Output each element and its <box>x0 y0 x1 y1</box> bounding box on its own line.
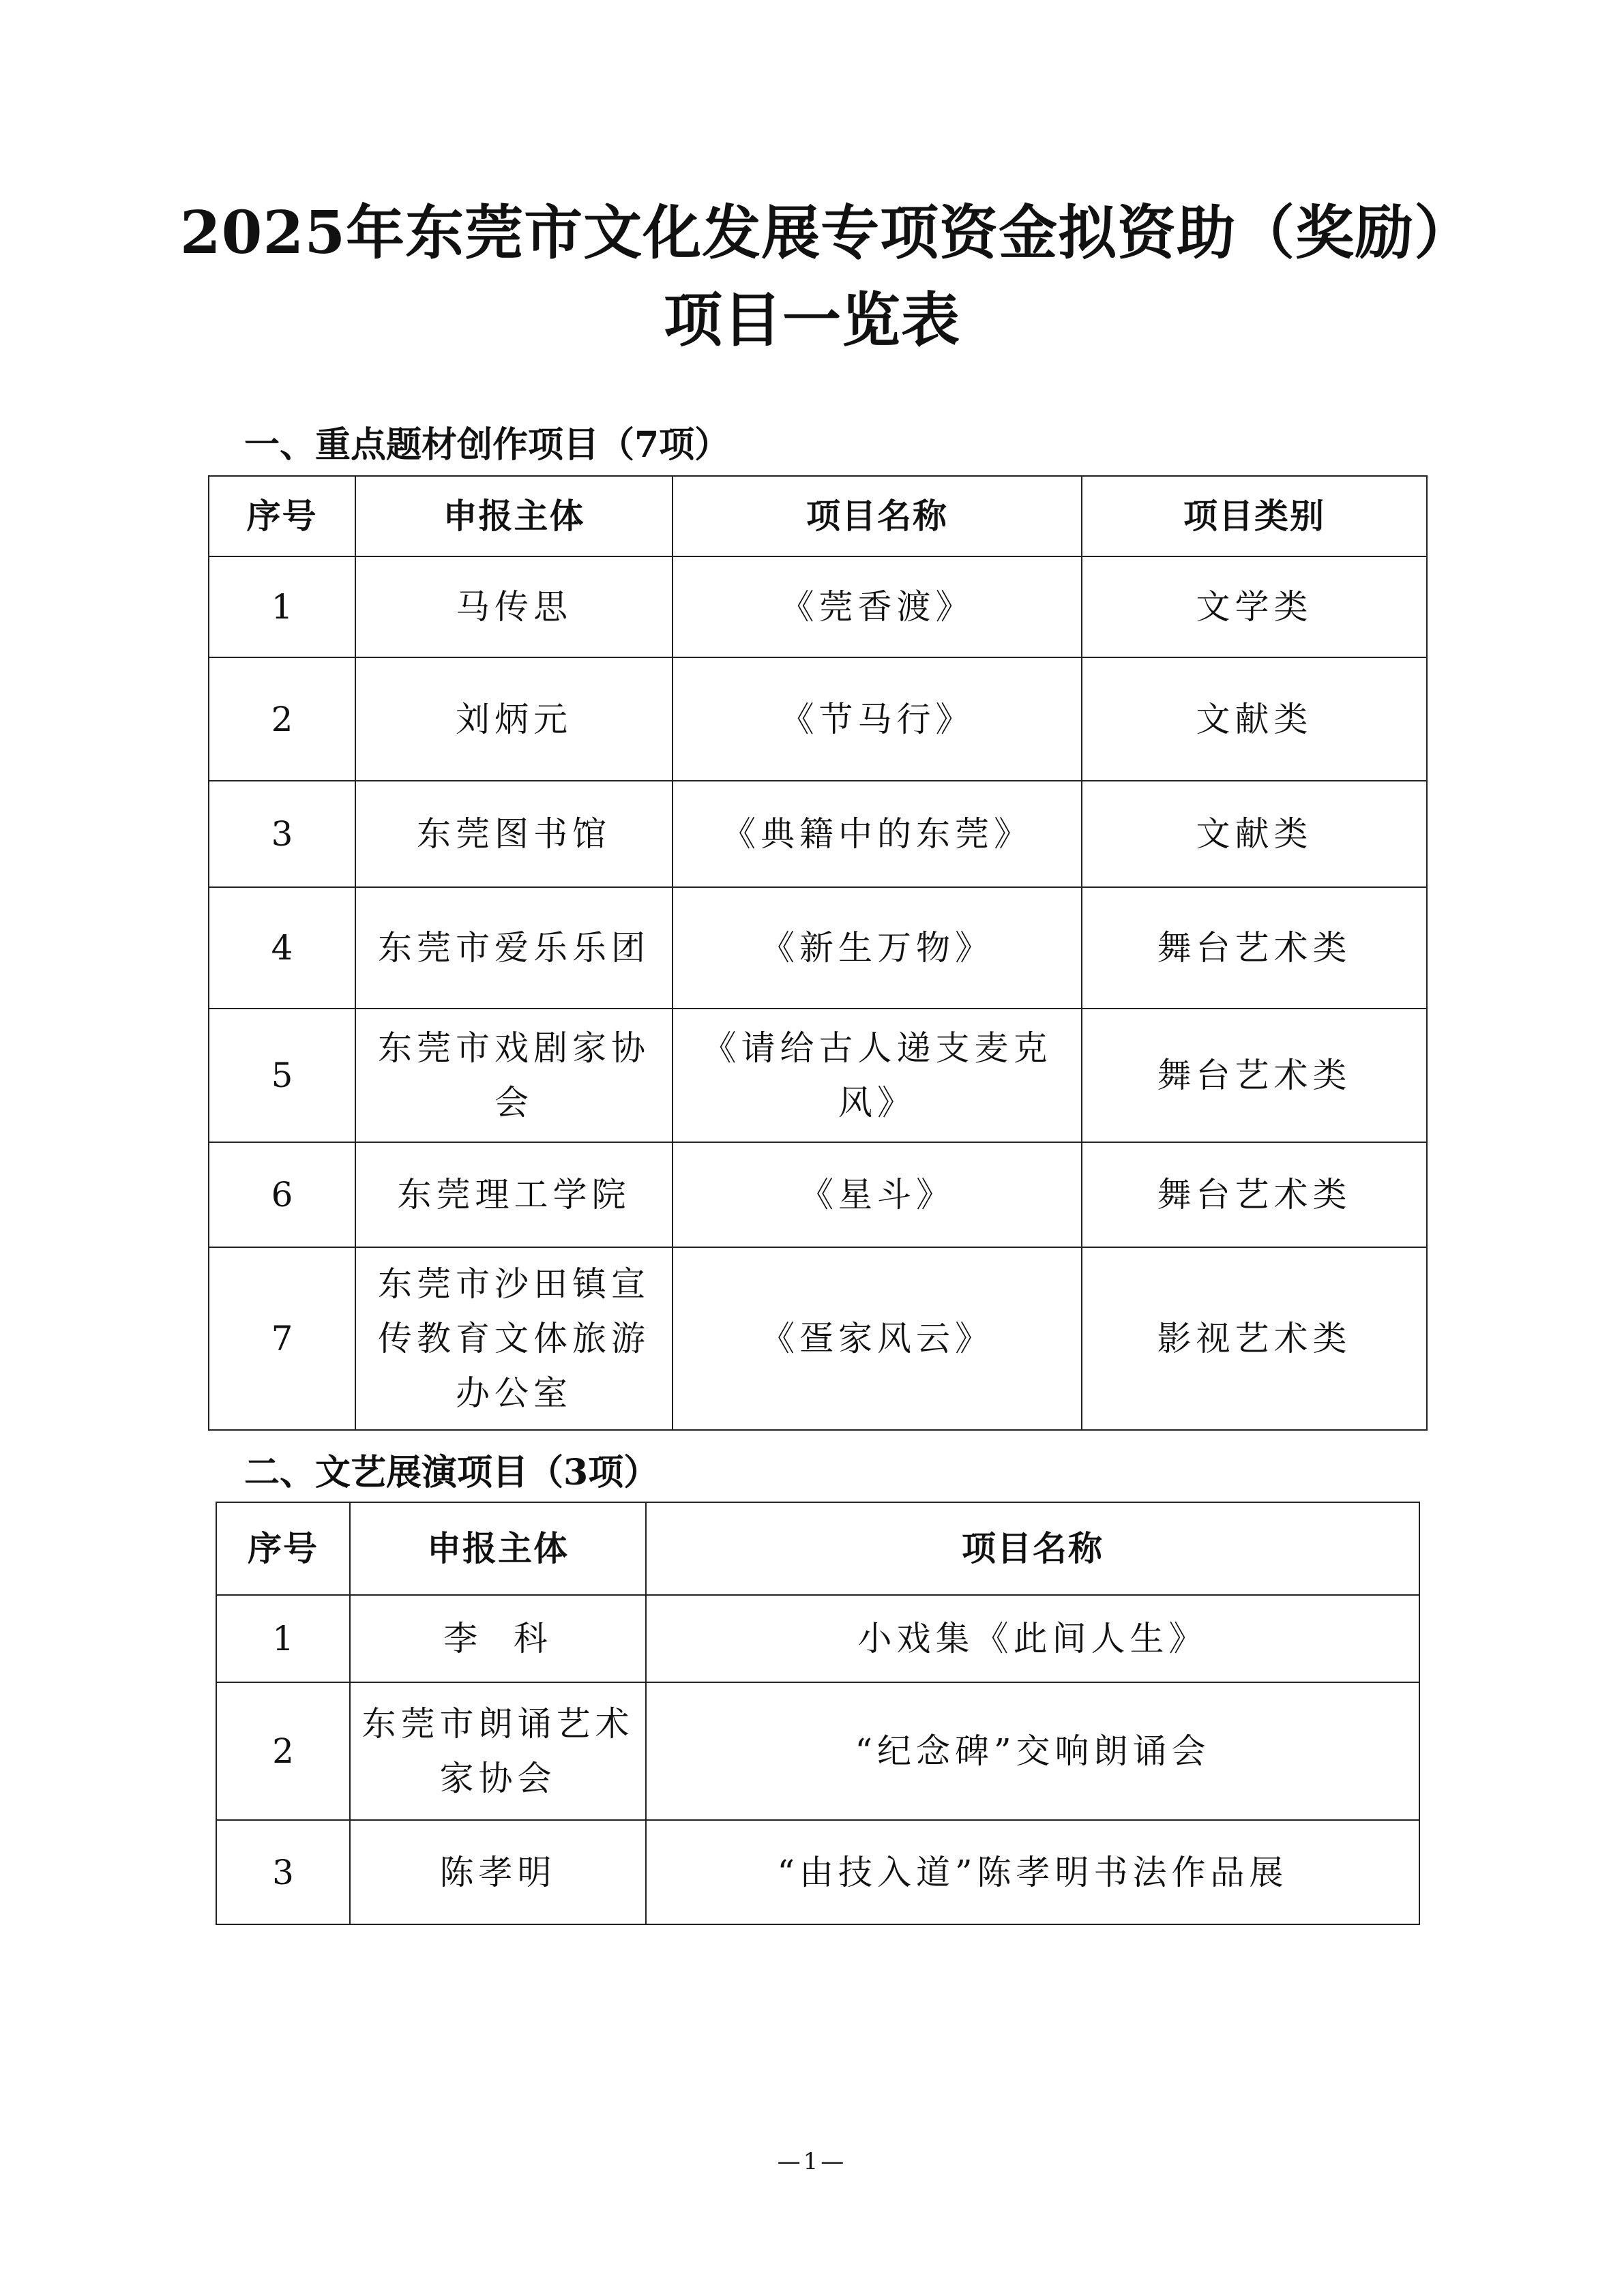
row-project-name: 《节马行》 <box>673 657 1082 781</box>
row-index: 1 <box>209 556 355 657</box>
row-applicant: 东莞市沙田镇宣传教育文体旅游办公室 <box>355 1247 673 1430</box>
row-applicant: 李 科 <box>350 1595 646 1682</box>
table-row <box>209 657 1427 781</box>
table-header-row <box>209 476 1427 556</box>
table-row <box>216 1682 1419 1820</box>
row-project-name: 《疍家风云》 <box>673 1247 1082 1430</box>
table-row <box>209 556 1427 657</box>
page-title: 2025年东莞市文化发展专项资金拟资助（奖励）项目一览表 <box>179 198 1445 355</box>
row-project-name: 《星斗》 <box>673 1142 1082 1247</box>
row-project-name: 小戏集《此间人生》 <box>646 1595 1419 1682</box>
row-applicant: 东莞理工学院 <box>355 1142 673 1247</box>
row-index: 2 <box>209 657 355 781</box>
row-applicant: 东莞市戏剧家协会 <box>355 1009 673 1142</box>
row-applicant: 马传思 <box>355 556 673 657</box>
row-index: 4 <box>209 887 355 1009</box>
table-header-row <box>216 1502 1419 1595</box>
row-category: 文献类 <box>1082 657 1427 781</box>
row-applicant: 东莞市朗诵艺术家协会 <box>350 1682 646 1820</box>
row-category: 文学类 <box>1082 556 1427 657</box>
table-row <box>216 1595 1419 1682</box>
header-project-name: 项目名称 <box>646 1502 1419 1595</box>
row-category: 影视艺术类 <box>1082 1247 1427 1430</box>
row-index: 2 <box>216 1682 350 1820</box>
row-index: 7 <box>209 1247 355 1430</box>
table-row <box>209 1009 1427 1142</box>
row-applicant: 陈孝明 <box>350 1820 646 1924</box>
header-project-name: 项目名称 <box>673 476 1082 556</box>
table-row <box>209 887 1427 1009</box>
table-row <box>209 1247 1427 1430</box>
row-project-name: 《典籍中的东莞》 <box>673 781 1082 887</box>
header-applicant: 申报主体 <box>355 476 673 556</box>
page-number: —1— <box>777 2148 847 2175</box>
table-row <box>209 781 1427 887</box>
header-index: 序号 <box>209 476 355 556</box>
table-row <box>209 1142 1427 1247</box>
row-index: 3 <box>216 1820 350 1924</box>
row-index: 1 <box>216 1595 350 1682</box>
row-project-name: “由技入道”陈孝明书法作品展 <box>646 1820 1419 1924</box>
key-themes-table <box>208 475 1428 1431</box>
row-category: 舞台艺术类 <box>1082 887 1427 1009</box>
row-applicant: 东莞图书馆 <box>355 781 673 887</box>
row-project-name: 《请给古人递支麦克风》 <box>673 1009 1082 1142</box>
row-category: 舞台艺术类 <box>1082 1009 1427 1142</box>
row-category: 文献类 <box>1082 781 1427 887</box>
row-index: 3 <box>209 781 355 887</box>
row-index: 5 <box>209 1009 355 1142</box>
row-project-name: “纪念碑”交响朗诵会 <box>646 1682 1419 1820</box>
section-heading-key-themes: 一、重点题材创作项目（7项） <box>244 424 730 466</box>
table-row <box>216 1820 1419 1924</box>
row-project-name: 《新生万物》 <box>673 887 1082 1009</box>
header-index: 序号 <box>216 1502 350 1595</box>
header-category: 项目类别 <box>1082 476 1427 556</box>
row-applicant: 东莞市爱乐乐团 <box>355 887 673 1009</box>
performances-table <box>216 1502 1420 1925</box>
row-index: 6 <box>209 1142 355 1247</box>
section-heading-performances: 二、文艺展演项目（3项） <box>244 1452 660 1493</box>
row-project-name: 《莞香渡》 <box>673 556 1082 657</box>
row-category: 舞台艺术类 <box>1082 1142 1427 1247</box>
row-applicant: 刘炳元 <box>355 657 673 781</box>
header-applicant: 申报主体 <box>350 1502 646 1595</box>
